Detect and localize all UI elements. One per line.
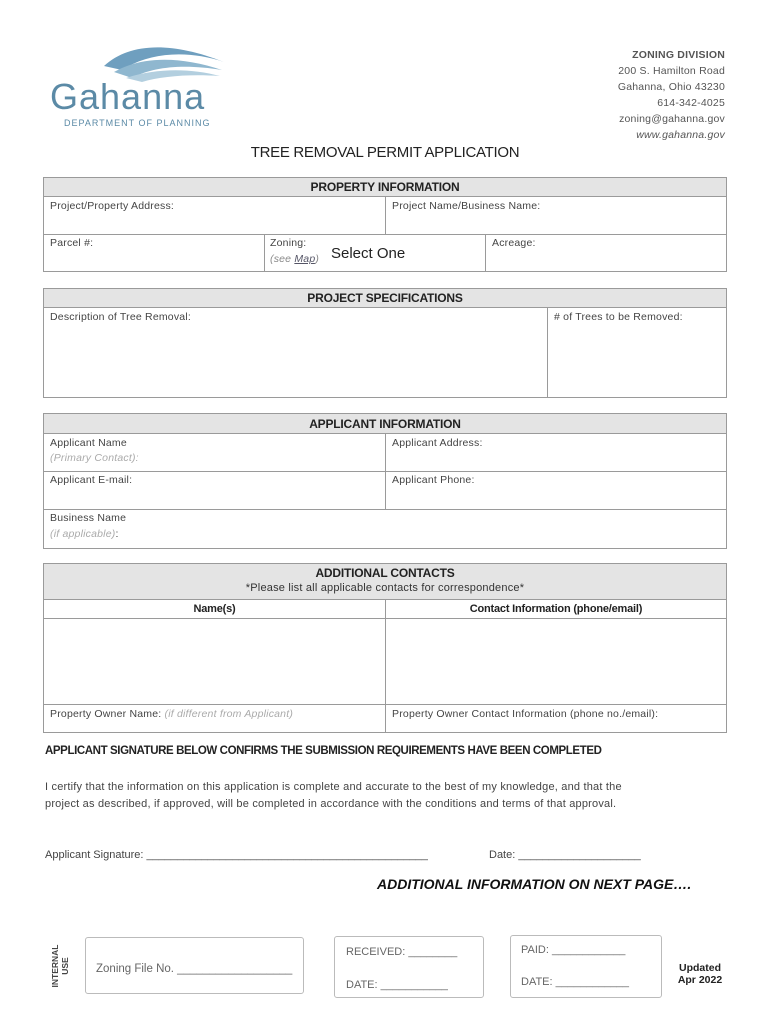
parcel-field[interactable]: Parcel #: <box>50 237 94 249</box>
additional-contacts-heading: ADDITIONAL CONTACTS <box>315 566 455 580</box>
applicant-signature-field[interactable]: Applicant Signature: ______________________________________________ <box>45 849 428 861</box>
zoning-hint: (see Map) <box>270 253 320 265</box>
applicant-phone-field[interactable]: Applicant Phone: <box>392 474 475 486</box>
logo-wordmark: Gahanna <box>50 76 206 117</box>
internal-use-label: INTERNAL USE <box>50 944 70 988</box>
project-address-field[interactable]: Project/Property Address: <box>50 200 175 212</box>
business-name-field[interactable]: Business Name <box>50 512 127 524</box>
col-header-names: Name(s) <box>193 603 236 615</box>
zoning-select[interactable]: Select One <box>331 245 406 262</box>
page-title: TREE REMOVAL PERMIT APPLICATION <box>250 144 520 161</box>
applicant-email-field[interactable]: Applicant E-mail: <box>50 474 133 486</box>
applicant-info-section <box>43 413 727 549</box>
additional-contacts-header <box>44 564 726 600</box>
tree-removal-description-field[interactable]: Description of Tree Removal: <box>50 311 191 323</box>
applicant-info-heading: APPLICANT INFORMATION <box>44 414 726 434</box>
contact-email[interactable]: zoning@gahanna.gov <box>619 113 725 125</box>
property-owner-contact-field[interactable]: Property Owner Contact Information (phone no./email): <box>392 708 659 720</box>
property-owner-name-field[interactable]: Property Owner Name: (if different from Applicant) <box>50 708 294 720</box>
project-spec-section <box>43 288 727 398</box>
col-header-contact-info: Contact Information (phone/email) <box>469 603 643 615</box>
contact-names-field[interactable] <box>45 619 384 703</box>
received-date-field[interactable]: DATE: ___________ <box>346 979 448 991</box>
received-field[interactable]: RECEIVED: ________ <box>346 946 458 958</box>
contact-address-1: 200 S. Hamilton Road <box>618 65 725 77</box>
internal-received-box <box>334 936 484 998</box>
contact-info-field[interactable] <box>386 619 725 703</box>
applicant-address-field[interactable]: Applicant Address: <box>392 437 483 449</box>
zoning-label: Zoning: <box>270 237 307 249</box>
certification-text: I certify that the information on this application is complete and accurate to the best of my knowledge, and that the project as described, if approved, will be completed in accordance with the conditions and terms of that approval. <box>45 781 622 810</box>
project-spec-heading: PROJECT SPECIFICATIONS <box>44 289 726 308</box>
updated-stamp: Updated Apr 2022 <box>677 962 723 986</box>
additional-contacts-subheading: *Please list all applicable contacts for correspondence* <box>245 582 525 594</box>
signature-date-field[interactable]: Date: ____________________ <box>489 849 641 861</box>
business-name-hint: (if applicable): <box>50 528 119 540</box>
applicant-name-field[interactable]: Applicant Name <box>50 437 127 449</box>
project-name-field[interactable]: Project Name/Business Name: <box>392 200 541 212</box>
internal-paid-box <box>510 935 662 998</box>
contact-block <box>525 47 725 143</box>
property-info-heading: PROPERTY INFORMATION <box>44 178 726 197</box>
signature-heading: APPLICANT SIGNATURE BELOW CONFIRMS THE SUBMISSION REQUIREMENTS HAVE BEEN COMPLETED <box>45 745 602 757</box>
contact-web[interactable]: www.gahanna.gov <box>636 129 725 141</box>
property-info-section <box>43 177 727 272</box>
paid-date-field[interactable]: DATE: ____________ <box>521 976 630 988</box>
zoning-file-number-field[interactable]: Zoning File No. __________________ <box>96 963 293 975</box>
paid-field[interactable]: PAID: ____________ <box>521 944 626 956</box>
division-name: ZONING DIVISION <box>632 49 725 61</box>
logo-department: DEPARTMENT OF PLANNING <box>64 118 211 128</box>
additional-contacts-section <box>43 563 727 733</box>
zoning-map-link[interactable]: Map <box>294 253 316 265</box>
contact-phone: 614-342-4025 <box>657 97 725 109</box>
internal-zoning-box <box>85 937 304 994</box>
contact-address-2: Gahanna, Ohio 43230 <box>617 81 725 93</box>
applicant-name-hint: (Primary Contact): <box>50 452 139 464</box>
tree-count-field[interactable]: # of Trees to be Removed: <box>554 311 683 323</box>
acreage-field[interactable]: Acreage: <box>492 237 536 249</box>
next-page-notice: ADDITIONAL INFORMATION ON NEXT PAGE…. <box>377 876 692 892</box>
gahanna-logo <box>50 40 230 132</box>
